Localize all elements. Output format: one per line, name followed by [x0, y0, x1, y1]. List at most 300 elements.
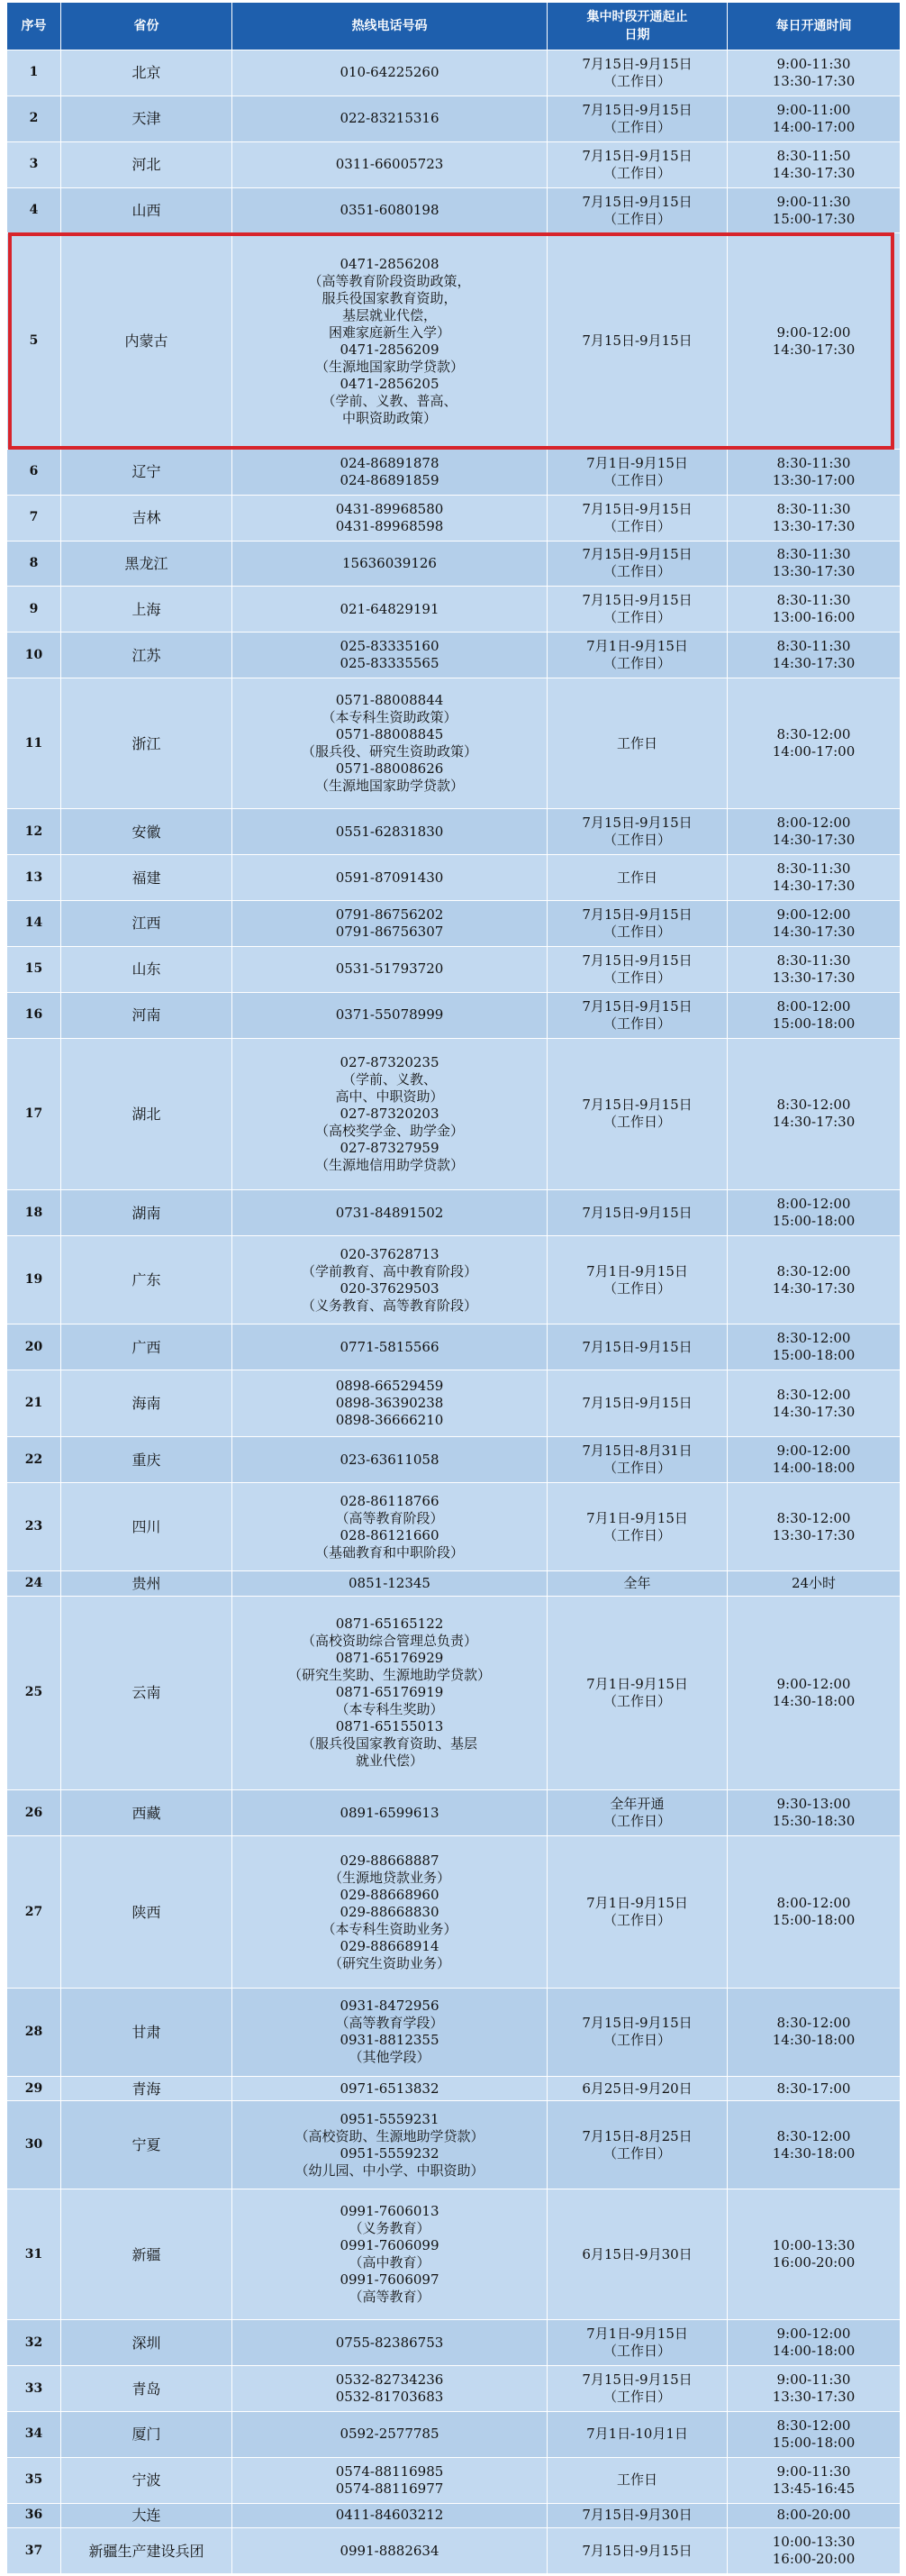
row-province: 新疆生产建设兵团 [61, 2528, 232, 2574]
row-phone [232, 1988, 548, 2076]
row-phone-line: 0532-82734236 [335, 2371, 444, 2389]
row-hours [728, 809, 901, 855]
row-phone-line: 029-88668960 [340, 1886, 439, 1903]
row-index: 5 [7, 233, 61, 449]
row-dates-line: 7月15日-9月15日 [582, 1097, 693, 1114]
row-phone-line: （生源地国家助学贷款） [314, 778, 464, 795]
row-hours-line: 15:00-18:00 [772, 2434, 856, 2451]
row-hours-line: 13:30-17:30 [772, 72, 856, 89]
row-dates-line: （工作日） [602, 923, 671, 940]
row-phone-line: 0891-6599613 [340, 1804, 439, 1821]
row-hours [728, 2457, 901, 2503]
row-hours [728, 633, 901, 678]
row-index: 19 [7, 1236, 61, 1324]
row-dates [548, 809, 728, 855]
row-province: 广东 [61, 1236, 232, 1324]
row-hours-line: 9:00-12:00 [776, 323, 851, 341]
row-hours-line: 14:30-18:00 [772, 2032, 856, 2049]
table-row [7, 1324, 901, 1370]
header-index: 序号 [7, 3, 61, 50]
row-hours-line: 13:30-17:30 [772, 2389, 856, 2406]
row-dates-line: 7月1日-9月15日 [586, 454, 688, 471]
row-index: 24 [7, 1571, 61, 1596]
row-phone-line: 0571-88008845 [335, 726, 444, 743]
row-phone-line: 0898-66529459 [335, 1378, 444, 1395]
row-phone-line: 0351-6080198 [340, 202, 439, 218]
table-row [7, 678, 901, 809]
row-dates-line: （工作日） [602, 832, 671, 849]
row-phone [232, 2076, 548, 2100]
row-dates-line: 7月15日-9月15日 [582, 2015, 693, 2032]
row-dates-line: （工作日） [602, 2032, 671, 2049]
row-province: 青岛 [61, 2366, 232, 2412]
row-hours-line: 8:30-12:00 [776, 1097, 851, 1114]
row-index: 26 [7, 1790, 61, 1836]
row-phone [232, 495, 548, 541]
row-hours [728, 1236, 901, 1324]
row-hours-line: 15:00-18:00 [772, 1347, 856, 1364]
row-province: 吉林 [61, 495, 232, 541]
row-province: 山东 [61, 946, 232, 992]
table-row [7, 2320, 901, 2366]
row-hours-line: 8:30-12:00 [776, 1262, 851, 1279]
table-row [7, 2457, 901, 2503]
row-dates-line: （工作日） [602, 164, 671, 181]
row-hours [728, 96, 901, 141]
row-phone-line: 0371-55078999 [335, 1006, 444, 1024]
row-dates-line: （工作日） [602, 1460, 671, 1477]
row-hours [728, 2366, 901, 2412]
table-row [7, 541, 901, 587]
row-phone-line: 023-63611058 [340, 1451, 439, 1468]
row-dates-line: （工作日） [602, 1114, 671, 1131]
table-row [7, 633, 901, 678]
row-dates [548, 2457, 728, 2503]
row-hours-line: 14:30-17:30 [772, 1279, 856, 1297]
row-dates-line: 7月15日-9月15日 [582, 592, 693, 609]
row-province: 甘肃 [61, 1988, 232, 2076]
row-hours-line: 9:00-11:30 [776, 193, 851, 210]
row-hours [728, 2412, 901, 2458]
row-phone-line: 0951-5559232 [340, 2144, 439, 2162]
row-hours-line: 13:30-17:30 [772, 969, 856, 986]
row-dates-line: 6月15日-9月30日 [582, 2245, 693, 2262]
row-dates-line: 7月15日-9月15日 [582, 951, 693, 969]
row-province: 湖北 [61, 1038, 232, 1190]
table-row [7, 1483, 901, 1571]
row-hours [728, 678, 901, 809]
row-phone-line: （高校资助综合管理总负责） [301, 1633, 477, 1650]
row-index: 12 [7, 809, 61, 855]
row-hours-line: 8:30-12:00 [776, 1509, 851, 1526]
row-index: 8 [7, 541, 61, 587]
hotline-table [6, 2, 901, 2574]
row-province: 湖南 [61, 1190, 232, 1236]
row-index: 22 [7, 1437, 61, 1483]
row-phone [232, 50, 548, 96]
row-hours-line: 9:00-12:00 [776, 2326, 851, 2343]
row-dates-line: 全年 [623, 1574, 651, 1591]
row-dates [548, 633, 728, 678]
row-hours-line: 15:00-18:00 [772, 1015, 856, 1032]
row-phone-line: 027-87320203 [340, 1105, 439, 1122]
row-phone-line: （生源地信用助学贷款） [314, 1156, 464, 1173]
row-hours [728, 1437, 901, 1483]
row-phone-line: 025-83335565 [340, 655, 439, 672]
row-phone-line: 0471-2856208 [340, 255, 439, 272]
row-index: 15 [7, 946, 61, 992]
row-hours-line: 14:00-17:00 [772, 743, 856, 760]
row-dates [548, 855, 728, 901]
row-phone [232, 900, 548, 946]
row-dates-line: 7月1日-9月15日 [586, 1895, 688, 1912]
row-phone-line: 0971-6513832 [340, 2080, 439, 2097]
row-hours-line: 8:30-11:50 [776, 147, 851, 164]
row-phone-line: 0991-7606013 [340, 2203, 439, 2220]
row-hours-line: 24小时 [791, 1574, 837, 1591]
row-dates-line: （工作日） [602, 1692, 671, 1709]
table-row [7, 946, 901, 992]
row-dates-line: 全年开通 [610, 1796, 665, 1813]
row-hours-line: 14:30-17:30 [772, 164, 856, 181]
row-hours [728, 449, 901, 495]
row-hours-line: 8:30-11:30 [776, 454, 851, 471]
table-row [7, 2101, 901, 2189]
row-dates-line: （工作日） [602, 2343, 671, 2360]
row-dates-line: 7月15日-9月15日 [582, 1338, 693, 1355]
row-phone [232, 2189, 548, 2320]
row-hours-line: 8:30-11:30 [776, 860, 851, 878]
row-phone [232, 1836, 548, 1989]
row-hours [728, 1596, 901, 1790]
row-hours-line: 15:00-18:00 [772, 1213, 856, 1230]
row-dates [548, 1836, 728, 1989]
row-hours [728, 495, 901, 541]
row-province: 山西 [61, 187, 232, 233]
row-dates-line: （工作日） [602, 1015, 671, 1032]
row-phone-line: 0898-36390238 [335, 1395, 444, 1412]
row-hours-line: 13:30-17:30 [772, 517, 856, 534]
row-phone-line: 0471-2856205 [340, 375, 439, 392]
row-province: 大连 [61, 2503, 232, 2527]
row-hours [728, 2320, 901, 2366]
row-province: 安徽 [61, 809, 232, 855]
row-hours-line: 14:00-18:00 [772, 2343, 856, 2360]
row-phone-line: （服兵役、研究生资助政策） [301, 743, 477, 760]
row-hours [728, 2189, 901, 2320]
row-hours [728, 1836, 901, 1989]
row-dates-line: （工作日） [602, 1912, 671, 1929]
row-hours-line: 10:00-13:30 [772, 2237, 856, 2254]
row-dates-line: （工作日） [602, 517, 671, 534]
row-phone [232, 2366, 548, 2412]
row-index: 13 [7, 855, 61, 901]
table-row [7, 2076, 901, 2100]
row-phone-line: 0755-82386753 [335, 2334, 444, 2351]
row-phone [232, 1324, 548, 1370]
row-hours [728, 900, 901, 946]
row-index: 6 [7, 449, 61, 495]
row-phone-line: 0991-7606099 [340, 2237, 439, 2254]
row-phone-line: 024-86891859 [340, 471, 439, 488]
row-phone-line: 0574-88116977 [335, 2480, 444, 2497]
row-dates-line: 7月15日-9月15日 [582, 997, 693, 1015]
row-phone-line: （其他学段） [349, 2049, 430, 2066]
row-hours-line: 10:00-13:30 [772, 2534, 856, 2550]
row-dates [548, 2503, 728, 2527]
row-hours-line: 8:30-12:00 [776, 2015, 851, 2032]
row-dates [548, 495, 728, 541]
row-phone-line: （高等教育阶段资助政策， [308, 272, 471, 289]
row-hours-line: 16:00-20:00 [772, 2551, 856, 2567]
row-phone [232, 1038, 548, 1190]
row-dates [548, 2189, 728, 2320]
row-hours-line: 8:30-11:30 [776, 638, 851, 655]
row-index: 34 [7, 2412, 61, 2458]
row-dates [548, 2320, 728, 2366]
row-dates-line: 7月15日-8月31日 [582, 1443, 693, 1460]
row-index: 36 [7, 2503, 61, 2527]
row-hours [728, 1790, 901, 1836]
row-phone-line: 028-86121660 [340, 1526, 439, 1543]
row-dates [548, 992, 728, 1038]
row-phone [232, 2101, 548, 2189]
row-dates [548, 1324, 728, 1370]
row-hours-line: 8:00-12:00 [776, 1895, 851, 1912]
row-hours [728, 541, 901, 587]
row-province: 贵州 [61, 1571, 232, 1596]
row-dates [548, 233, 728, 449]
row-dates [548, 2366, 728, 2412]
row-index: 16 [7, 992, 61, 1038]
row-hours-line: 8:30-11:30 [776, 951, 851, 969]
row-dates [548, 1370, 728, 1436]
row-index: 37 [7, 2528, 61, 2574]
row-province: 福建 [61, 855, 232, 901]
row-dates [548, 187, 728, 233]
row-dates-line: 7月15日-9月15日 [582, 500, 693, 517]
row-phone-line: 020-37628713 [340, 1245, 439, 1262]
row-hours-line: 8:30-12:00 [776, 1330, 851, 1347]
row-dates [548, 1596, 728, 1790]
row-province: 宁波 [61, 2457, 232, 2503]
row-phone [232, 1370, 548, 1436]
table-row [7, 1236, 901, 1324]
row-dates [548, 541, 728, 587]
row-phone [232, 992, 548, 1038]
row-hours-line: 8:30-12:00 [776, 2127, 851, 2144]
row-index: 25 [7, 1596, 61, 1790]
row-index: 32 [7, 2320, 61, 2366]
row-phone [232, 633, 548, 678]
row-index: 21 [7, 1370, 61, 1436]
row-dates-line: （工作日） [602, 1279, 671, 1297]
row-hours-line: 9:00-12:00 [776, 1443, 851, 1460]
row-phone [232, 678, 548, 809]
row-index: 28 [7, 1988, 61, 2076]
row-hours-line: 8:30-12:00 [776, 2417, 851, 2434]
row-phone-line: 0551-62831830 [335, 823, 444, 840]
row-phone [232, 141, 548, 187]
table-row [7, 2412, 901, 2458]
row-dates-line: 7月15日-9月15日 [582, 1395, 693, 1412]
row-dates [548, 2101, 728, 2189]
row-dates [548, 2076, 728, 2100]
row-phone [232, 1190, 548, 1236]
row-hours [728, 2076, 901, 2100]
row-phone-line: 0592-2577785 [340, 2426, 439, 2443]
row-phone-line: （本专科生资助业务） [322, 1920, 458, 1937]
row-hours [728, 992, 901, 1038]
row-dates [548, 1236, 728, 1324]
table-row [7, 992, 901, 1038]
row-hours-line: 9:00-11:00 [776, 101, 851, 118]
row-index: 18 [7, 1190, 61, 1236]
row-phone-line: 高中、中职资助） [335, 1088, 444, 1105]
row-phone-line: 0591-87091430 [335, 869, 444, 886]
row-hours-line: 8:00-20:00 [776, 2507, 851, 2524]
row-dates [548, 2528, 728, 2574]
row-phone-line: 029-88668887 [340, 1852, 439, 1869]
row-dates-line: （工作日） [602, 2389, 671, 2406]
row-index: 7 [7, 495, 61, 541]
row-dates-line: （工作日） [602, 609, 671, 626]
row-hours [728, 1324, 901, 1370]
row-province: 新疆 [61, 2189, 232, 2320]
row-index: 27 [7, 1836, 61, 1989]
row-phone-line: 0931-8812355 [340, 2032, 439, 2049]
row-dates-line: 7月15日-8月25日 [582, 2127, 693, 2144]
row-dates [548, 1437, 728, 1483]
row-dates [548, 449, 728, 495]
row-hours-line: 14:30-17:30 [772, 923, 856, 940]
row-phone-line: 0951-5559231 [340, 2110, 439, 2127]
row-hours [728, 1988, 901, 2076]
row-phone-line: （高中教育） [349, 2254, 430, 2271]
row-phone-line: 0411-84603212 [335, 2507, 444, 2524]
row-index: 3 [7, 141, 61, 187]
table-row [7, 1437, 901, 1483]
row-hours [728, 2503, 901, 2527]
row-dates-line: 7月1日-9月15日 [586, 1262, 688, 1279]
row-phone-line: （研究生资助业务） [328, 1954, 450, 1971]
row-province: 广西 [61, 1324, 232, 1370]
row-phone-line: 就业代偿） [355, 1752, 423, 1770]
row-phone [232, 96, 548, 141]
row-hours-line: 13:30-17:30 [772, 563, 856, 580]
row-phone [232, 1437, 548, 1483]
row-dates [548, 1038, 728, 1190]
row-province: 北京 [61, 50, 232, 96]
row-hours-line: 14:00-17:00 [772, 118, 856, 135]
row-hours [728, 1571, 901, 1596]
row-dates-line: 工作日 [616, 734, 657, 751]
row-phone-line: （幼儿园、中小学、中职资助） [294, 2162, 485, 2179]
table-row [7, 233, 901, 449]
table-row [7, 449, 901, 495]
row-phone-line: 020-37629503 [340, 1279, 439, 1297]
row-province: 重庆 [61, 1437, 232, 1483]
table-row [7, 50, 901, 96]
row-hours-line: 8:00-12:00 [776, 1196, 851, 1213]
row-hours-line: 13:45-16:45 [772, 2480, 856, 2497]
row-phone-line: 困难家庭新生入学） [328, 323, 450, 341]
row-dates [548, 1790, 728, 1836]
row-hours-line: 9:00-11:30 [776, 55, 851, 72]
row-hours [728, 1370, 901, 1436]
table-row [7, 187, 901, 233]
row-province: 黑龙江 [61, 541, 232, 587]
row-hours-line: 9:00-12:00 [776, 1675, 851, 1692]
row-phone-line: （生源地国家助学贷款） [314, 358, 464, 375]
table-row [7, 1038, 901, 1190]
row-phone-line: （义务教育、高等教育阶段） [301, 1297, 477, 1314]
row-phone-line: （基础教育和中职阶段） [314, 1543, 464, 1561]
row-phone-line: 0871-65165122 [335, 1616, 444, 1633]
row-hours-line: 14:30-17:30 [772, 832, 856, 849]
row-phone-line: 027-87327959 [340, 1139, 439, 1156]
row-hours-line: 15:00-17:30 [772, 210, 856, 227]
row-phone [232, 587, 548, 633]
row-hours-line: 8:30-12:00 [776, 726, 851, 743]
row-dates-line: 7月15日-9月15日 [582, 55, 693, 72]
row-phone-line: 021-64829191 [340, 600, 439, 617]
row-dates [548, 2412, 728, 2458]
row-phone-line: （义务教育） [349, 2220, 430, 2237]
row-phone [232, 541, 548, 587]
row-phone-line: 0851-12345 [349, 1574, 430, 1591]
row-phone-line: （高等教育学段） [335, 2015, 444, 2032]
row-index: 14 [7, 900, 61, 946]
row-phone-line: （本专科生奖助） [335, 1701, 444, 1718]
table-row [7, 855, 901, 901]
row-phone-line: 024-86891878 [340, 454, 439, 471]
row-phone-line: （高校资助、生源地助学贷款） [294, 2127, 485, 2144]
row-phone-line: 010-64225260 [340, 64, 439, 81]
row-phone [232, 1571, 548, 1596]
row-hours [728, 141, 901, 187]
row-dates [548, 678, 728, 809]
row-phone-line: 0574-88116985 [335, 2462, 444, 2480]
row-hours [728, 187, 901, 233]
row-dates [548, 1988, 728, 2076]
row-phone-line: （学前教育、高中教育阶段） [301, 1262, 477, 1279]
table-row [7, 1790, 901, 1836]
row-phone-line: （学前、义教、普高、 [322, 392, 458, 409]
row-phone-line: 0311-66005723 [335, 156, 444, 173]
row-hours [728, 233, 901, 449]
row-hours-line: 14:30-17:30 [772, 1114, 856, 1131]
row-dates-line: （工作日） [602, 563, 671, 580]
row-dates-line: （工作日） [602, 1813, 671, 1830]
row-phone [232, 2503, 548, 2527]
row-index: 1 [7, 50, 61, 96]
row-dates [548, 587, 728, 633]
header-dates-text: 集中时段开通起止日期 [586, 10, 688, 42]
row-phone [232, 187, 548, 233]
row-phone-line: （高等教育） [349, 2289, 430, 2306]
row-phone-line: 022-83215316 [340, 110, 439, 127]
row-phone-line: 0571-88008626 [335, 760, 444, 778]
row-dates-line: 7月15日-9月15日 [582, 1204, 693, 1221]
row-hours-line: 15:30-18:30 [772, 1813, 856, 1830]
row-hours-line: 14:30-17:30 [772, 878, 856, 895]
row-phone-line: 0431-89968580 [335, 500, 444, 517]
row-phone-line: 0898-36666210 [335, 1412, 444, 1429]
row-phone-line: 0871-65155013 [335, 1718, 444, 1735]
row-index: 23 [7, 1483, 61, 1571]
row-province: 宁夏 [61, 2101, 232, 2189]
